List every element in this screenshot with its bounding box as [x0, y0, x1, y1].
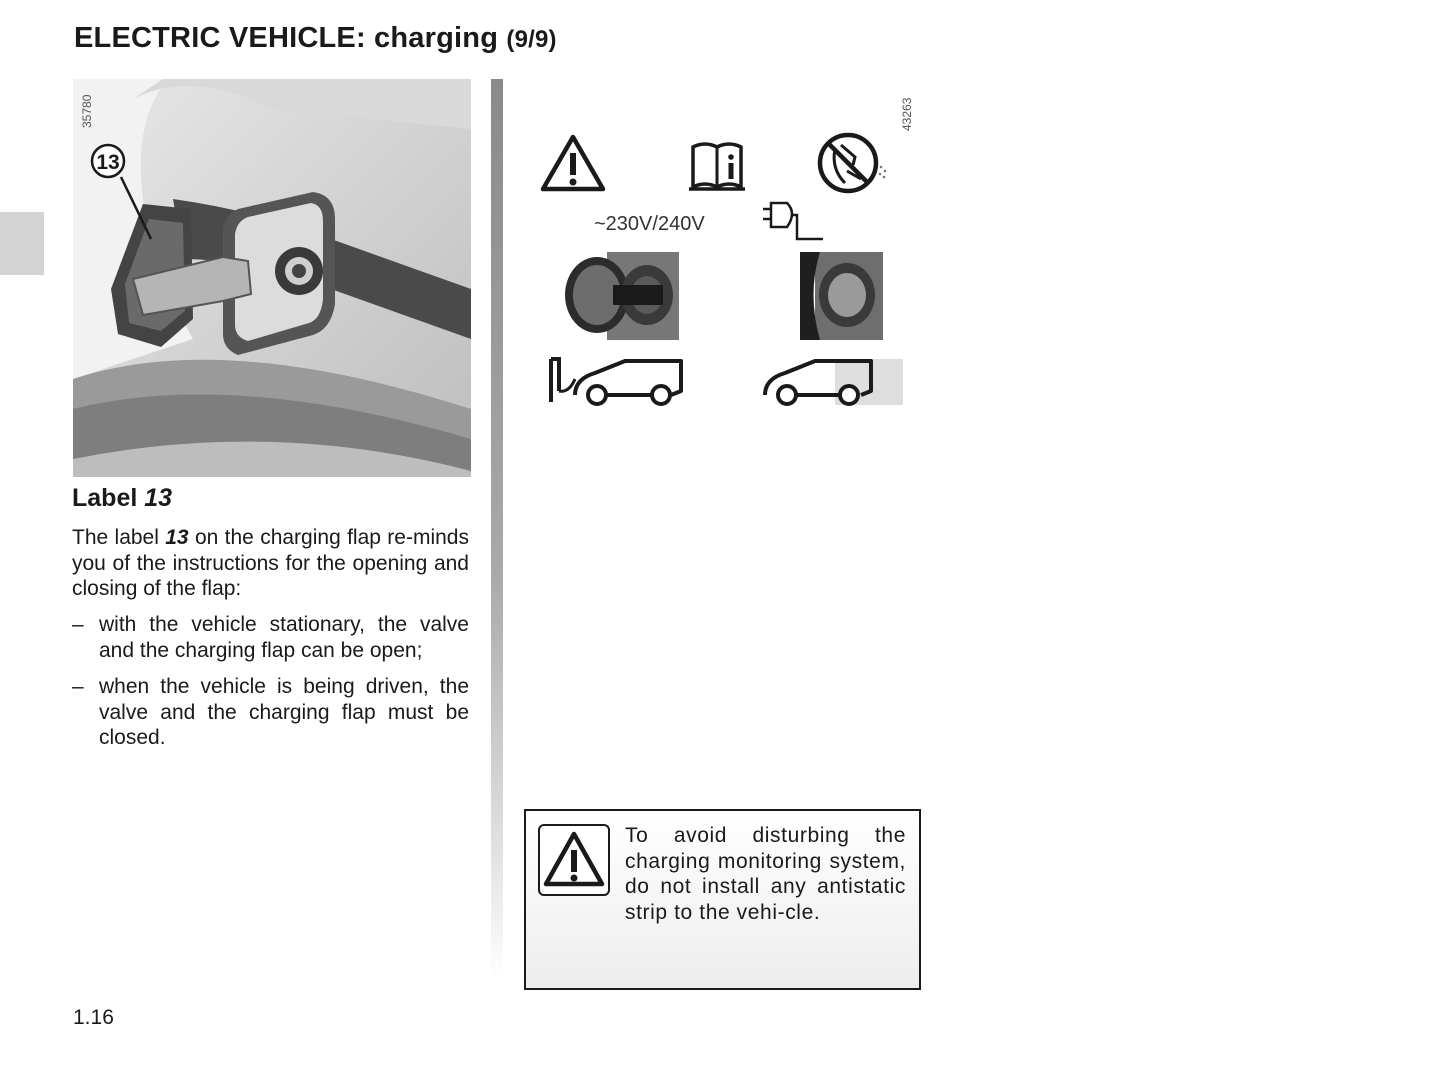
symbols-ref-code: 43263: [900, 97, 914, 131]
list-dash: –: [72, 613, 84, 636]
warning-box: [524, 809, 921, 990]
charge-socket-open-icon: [565, 252, 679, 340]
charging-plug-icon: [763, 203, 823, 239]
column-divider: [491, 79, 503, 979]
label-instructions-list: [72, 612, 469, 762]
warning-icon: [543, 137, 603, 189]
list-item: [72, 674, 469, 751]
list-item-text: with the vehicle stationary, the valve and the charging flap can be open;: [99, 613, 469, 662]
label-heading: [72, 484, 172, 513]
photo-ref-code: 35780: [80, 94, 94, 128]
charging-flap-illustration: [73, 79, 471, 477]
label-intro-number: 13: [165, 526, 189, 549]
list-item-text: when the vehicle is being driven, the valve and the charging flap must be closed.: [99, 675, 469, 749]
label-intro-after: on the charging flap re-minds you of the instructions for the opening and closing of the flap:: [72, 526, 469, 600]
manual-info-icon: [689, 144, 745, 189]
list-item: [72, 612, 469, 663]
page-number: 1.16: [73, 1006, 114, 1029]
flap-label-symbols: [535, 79, 925, 419]
flap-label-diagram: [535, 79, 925, 419]
section-tab: [0, 212, 44, 275]
label-intro: [72, 525, 469, 602]
charging-flap-photo: [73, 79, 471, 477]
warning-text-content: To avoid disturbing the charging monitoring system, do not install any antistatic strip to the vehi-cle.: [625, 824, 906, 924]
label-intro-before: The label: [72, 526, 166, 549]
no-water-jet-icon: [820, 135, 886, 191]
charge-socket-closed-icon: [800, 252, 883, 340]
title-text: ELECTRIC VEHICLE: charging: [74, 22, 499, 54]
car-charging-icon: [551, 359, 681, 404]
list-dash: –: [72, 675, 84, 698]
car-driving-icon: [765, 359, 903, 405]
callout-13: 13: [96, 151, 120, 174]
warning-text: [542, 823, 906, 925]
voltage-label: ~230V/240V: [594, 213, 705, 235]
title-page-indicator: (9/9): [506, 26, 557, 53]
label-heading-number: 13: [144, 484, 173, 512]
label-heading-prefix: Label: [72, 484, 145, 512]
page-title: [74, 22, 557, 55]
